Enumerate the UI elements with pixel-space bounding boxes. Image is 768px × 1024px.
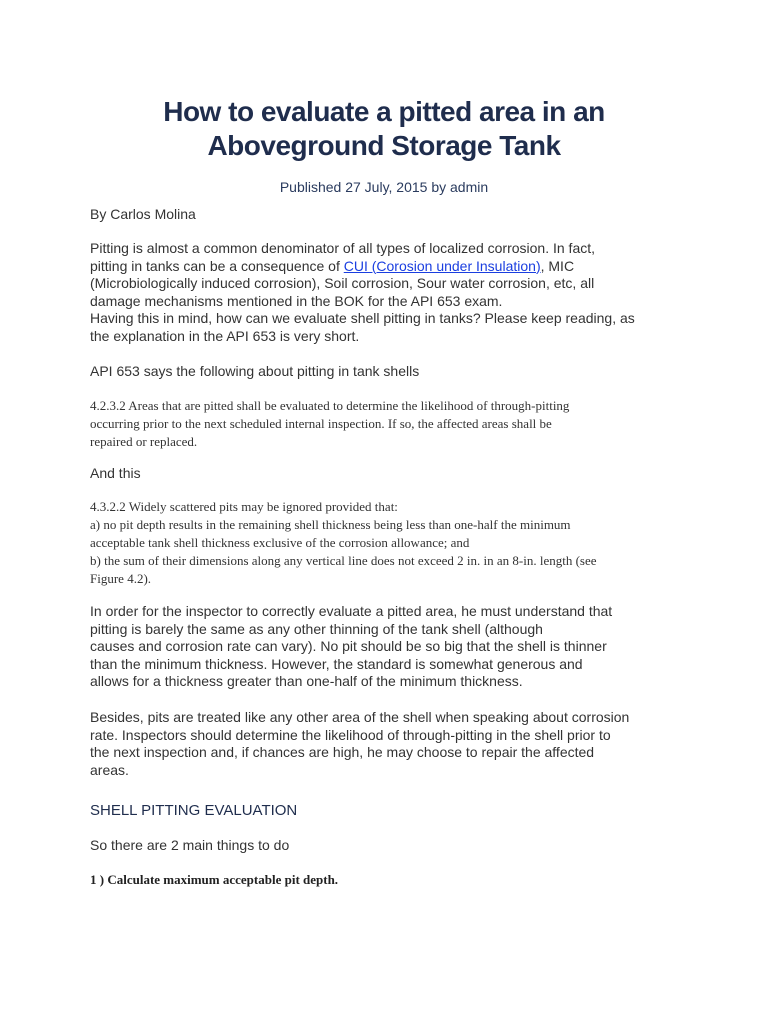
quote2-line-5: Figure 4.2). bbox=[90, 571, 152, 586]
inspector-line-3: causes and corrosion rate can vary). No pit should be so big that the shell is thinner bbox=[90, 638, 607, 654]
quote1-line-2: occurring prior to the next scheduled internal inspection. If so, the affected areas shall be bbox=[90, 416, 552, 431]
two-things-line: So there are 2 main things to do bbox=[90, 837, 290, 853]
quote-4-2-3-2 bbox=[90, 397, 690, 451]
inspector-line-2: pitting is barely the same as any other thinning of the tank shell (although bbox=[90, 620, 543, 637]
intro-line-2-end: , MIC bbox=[540, 257, 575, 274]
quote2-line-1: 4.3.2.2 Widely scattered pits may be ignored provided that: bbox=[90, 499, 398, 514]
intro-line-1: Pitting is almost a common denominator of all types of localized corrosion. In fact, bbox=[90, 240, 596, 256]
title-line-2: Aboveground Storage Tank bbox=[207, 130, 561, 161]
inspector-line-4: than the minimum thickness. However, the standard is somewhat generous and bbox=[90, 655, 583, 672]
besides-line-2: rate. Inspectors should determine the likelihood of through-pitting in the shell prior to bbox=[90, 726, 611, 743]
quote-4-3-2-2 bbox=[90, 498, 690, 588]
api-says-line: API 653 says the following about pitting in tank shells bbox=[90, 363, 420, 379]
intro-line-4: damage mechanisms mentioned in the BOK for the API 653 exam. bbox=[90, 292, 503, 309]
besides-line-4: areas. bbox=[90, 761, 129, 778]
intro-line-3: (Microbiologically induced corrosion), Soil corrosion, Sour water corrosion, etc, all bbox=[90, 275, 595, 291]
published-byline: Published 27 July, 2015 by admin bbox=[279, 179, 489, 195]
besides-line-1: Besides, pits are treated like any other area of the shell when speaking about corrosion bbox=[90, 709, 630, 725]
step-1-heading: 1 ) Calculate maximum acceptable pit depth. bbox=[90, 872, 339, 887]
quote1-line-1: 4.2.3.2 Areas that are pitted shall be evaluated to determine the likelihood of through-pitting bbox=[90, 398, 570, 413]
intro-line-6: the explanation in the API 653 is very short. bbox=[90, 327, 360, 344]
section-heading: SHELL PITTING EVALUATION bbox=[90, 802, 298, 819]
quote2-line-3: acceptable tank shell thickness exclusive of the corrosion allowance; and bbox=[90, 535, 470, 550]
intro-line-5: Having this in mind, how can we evaluate shell pitting in tanks? Please keep reading, as bbox=[90, 310, 635, 326]
title-line-1: How to evaluate a pitted area in an bbox=[163, 96, 605, 127]
cui-link[interactable]: CUI (Corosion under Insulation) bbox=[343, 257, 541, 274]
intro-paragraph bbox=[90, 240, 690, 345]
page-title bbox=[90, 95, 678, 163]
author-line: By Carlos Molina bbox=[90, 206, 196, 222]
quote1-line-3: repaired or replaced. bbox=[90, 434, 198, 449]
besides-paragraph bbox=[90, 709, 690, 779]
inspector-paragraph bbox=[90, 603, 690, 691]
and-this-line: And this bbox=[90, 465, 141, 481]
inspector-line-1: In order for the inspector to correctly evaluate a pitted area, he must understand that bbox=[90, 603, 613, 619]
quote2-line-4: b) the sum of their dimensions along any vertical line does not exceed 2 in. in an 8-in. length (see bbox=[90, 553, 597, 568]
besides-line-3: the next inspection and, if chances are high, he may choose to repair the affected bbox=[90, 744, 595, 760]
inspector-line-5: allows for a thickness greater than one-half of the minimum thickness. bbox=[90, 673, 523, 689]
intro-line-2-start: pitting in tanks can be a consequence of bbox=[90, 257, 344, 274]
quote2-line-2: a) no pit depth results in the remaining shell thickness being less than one-half the minimum bbox=[90, 517, 571, 532]
intro-line-2 bbox=[90, 258, 690, 276]
